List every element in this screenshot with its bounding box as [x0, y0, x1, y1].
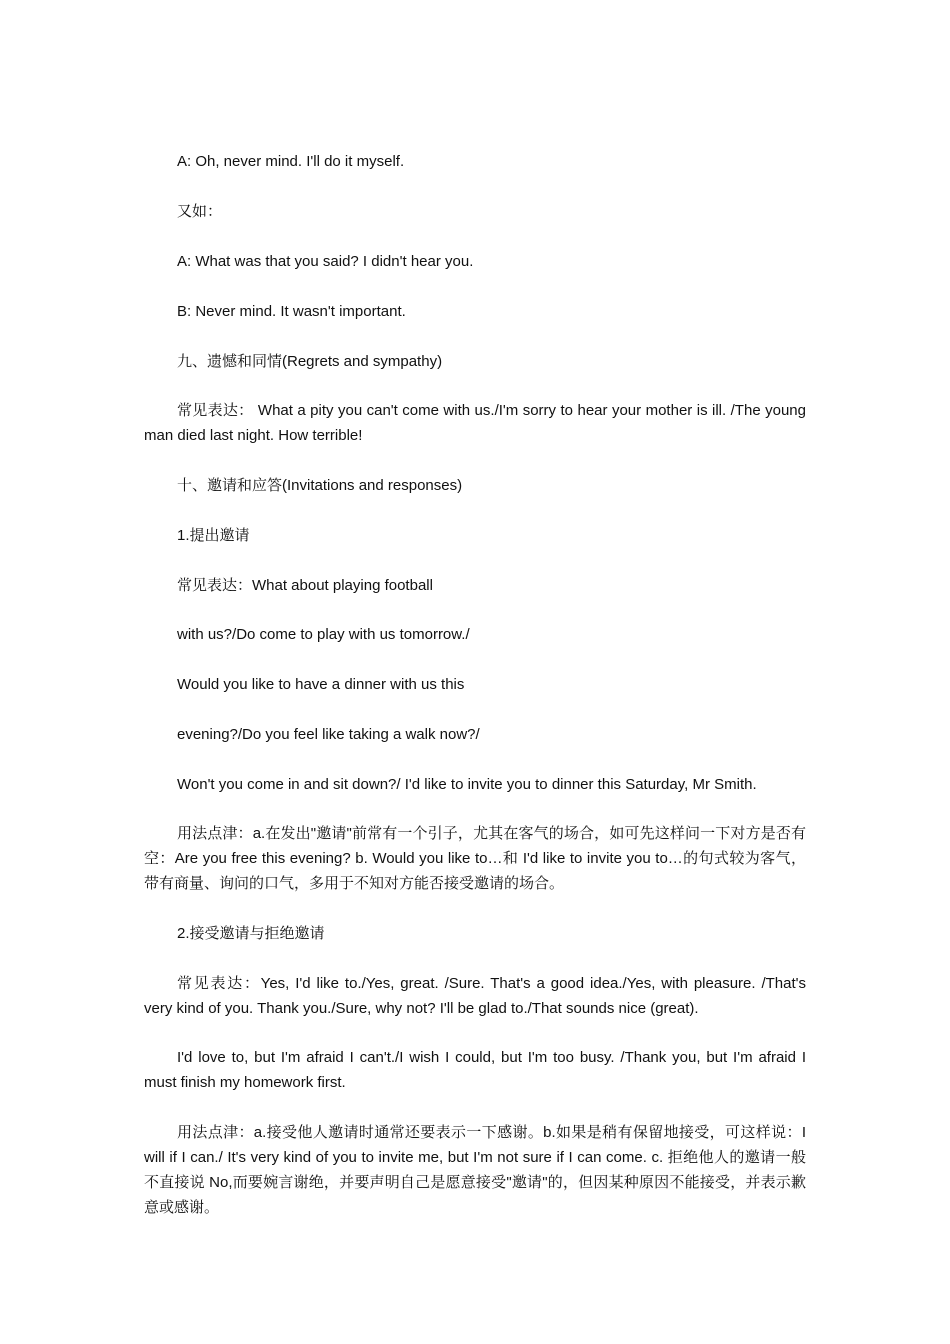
paragraph-regrets-expressions: 常见表达： What a pity you can't come with us./I'm sorry to hear your mother is ill. /The young man died last night. How terrible! — [144, 402, 806, 444]
paragraph-accept-decline-usage-notes: 用法点津：a.接受他人邀请时通常还要表示一下感谢。b.如果是稍有保留地接受，可这样说：I will if I can./ It's very kind of you to invite me, but I'm not sure if I can come. c. 拒绝他人的邀请一般不直接说 No,而要婉言谢绝，并要声明自己是愿意接受"邀请"的，但因某种原因不能接受，并表示歉意或感谢。 — [144, 1124, 806, 1216]
paragraph-invite-expressions-3: Would you like to have a dinner with us this — [177, 676, 465, 693]
subheading-accept-decline: 2.接受邀请与拒绝邀请 — [177, 925, 325, 942]
section-heading-invitations: 十、邀请和应答(Invitations and responses) — [177, 477, 463, 494]
paragraph-dialogue-never-mind: A: Oh, never mind. I'll do it myself. — [177, 153, 405, 170]
paragraph-another-example: 又如： — [177, 203, 223, 220]
paragraph-invite-expressions-5: Won't you come in and sit down?/ I'd like to invite you to dinner this Saturday, Mr Smith. — [177, 776, 757, 793]
subheading-making-invitation: 1.提出邀请 — [177, 527, 250, 544]
section-heading-regrets: 九、遗憾和同情(Regrets and sympathy) — [177, 353, 443, 370]
paragraph-dialogue-what-said: A: What was that you said? I didn't hear you. — [177, 253, 474, 270]
paragraph-invite-expressions-4: evening?/Do you feel like taking a walk now?/ — [177, 726, 480, 743]
paragraph-dialogue-not-important: B: Never mind. It wasn't important. — [177, 303, 406, 320]
paragraph-decline-expressions: I'd love to, but I'm afraid I can't./I wish I could, but I'm too busy. /Thank you, but I'm afraid I must finish my homework first. — [144, 1049, 806, 1091]
paragraph-invite-expressions-1: 常见表达：What about playing football — [177, 577, 433, 594]
paragraph-invite-expressions-2: with us?/Do come to play with us tomorrow./ — [177, 626, 470, 643]
paragraph-accept-expressions: 常见表达：Yes, I'd like to./Yes, great. /Sure. That's a good idea./Yes, with pleasure. /That's very kind of you. Thank you./Sure, why not? I'll be glad to./That sounds nice (great). — [144, 975, 806, 1017]
paragraph-invite-usage-notes: 用法点津：a.在发出"邀请"前常有一个引子，尤其在客气的场合，如可先这样问一下对方是否有空：Are you free this evening? b. Would you like to…和 I'd like to invite you to…的句式较为客气，带有商量、询问的口气，多用于不知对方能否接受邀请的场合。 — [144, 825, 806, 892]
